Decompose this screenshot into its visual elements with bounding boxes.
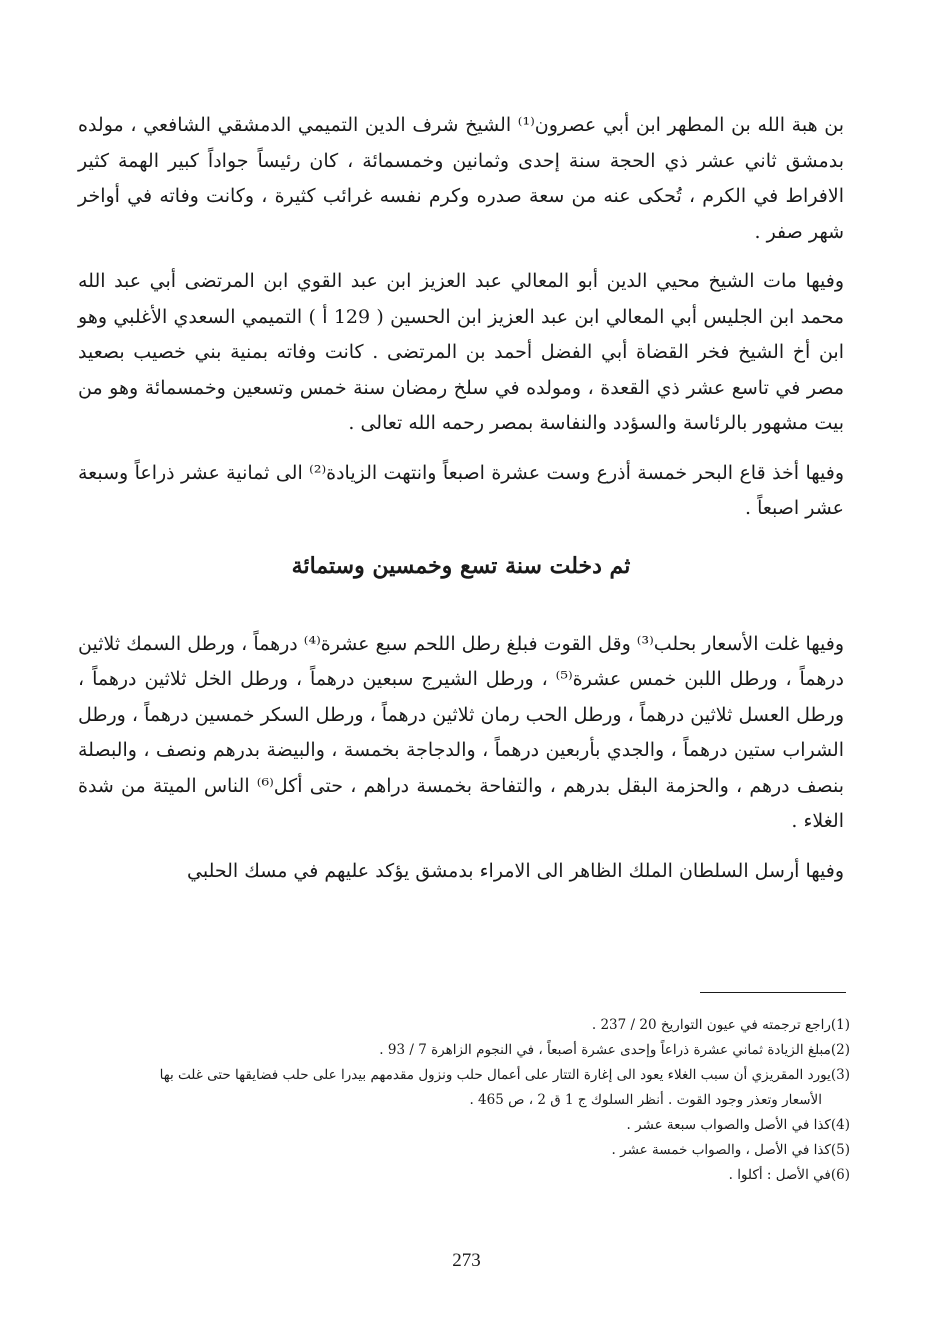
paragraph-2: وفيها مات الشيخ محيي الدين أبو المعالي عبد العزيز ابن عبد القوي ابن المرتضى أبي عبد الله محمد ابن الجليس أبي المعالي ابن عبد العزيز ابن الحسين ( 129 أ ) التميمي السعدي الأغلبي وهو ابن أخ الشيخ فخر القضاة أبي الفضل أحمد بن المرتضى . كانت وفاته بمنية بني خصيب بصعيد مصر في تاسع عشر ذي القعدة ، ومولده في سلخ رمضان سنة خمس وتسعين وخمسمائة وهو من بيت مشهور بالرئاسة والسؤدد والنفاسة بمصر رحمه الله تعالى . [78,270,845,434]
paragraph-1: بن هبة الله بن المطهر ابن أبي عصرون⁽¹⁾ الشيخ شرف الدين التميمي الدمشقي الشافعي ، مولده بدمشق ثاني عشر ذي الحجة سنة إحدى وثمانين وخمسمائة ، كان رئيساً جواداً كبير الهمة كثير الافراط في الكرم ، تُحكى عنه من سعة صدره وكرم نفسه غرائب كثيرة ، وكانت وفاته في أواخر شهر صفر . [78,114,844,243]
footnote-text: (1)راجع ترجمته في عيون التواريخ 20 / 237 . [591,1017,850,1033]
footnote-6 [78,1163,850,1188]
section-heading: ثم دخلت سنة تسع وخمسين وستمائة [291,552,631,579]
footnote-2 [78,1038,850,1063]
footnote-3 [78,1063,850,1113]
main-text-body [78,108,844,889]
paragraph-3: وفيها أخذ قاع البحر خمسة أذرع وست عشرة اصبعاً وانتهت الزيادة⁽²⁾ الى ثمانية عشر ذراعاً وسبعة عشر اصبعاً . [78,461,845,519]
footnote-text: (2)مبلغ الزيادة ثماني عشرة ذراعاً وإحدى عشرة أصبعاً ، في النجوم الزاهرة 7 / 93 . [379,1042,850,1058]
footnote-4 [78,1113,850,1138]
footnote-text: (4)كذا في الأصل والصواب سبعة عشر . [626,1117,850,1133]
page-number: 273 [452,1250,481,1271]
footnote-text: (5)كذا في الأصل ، والصواب خمسة عشر . [611,1142,850,1158]
footnote-5 [78,1138,850,1163]
footnotes [78,1013,850,1188]
footnote-text: (6)في الأصل : أكلوا . [728,1167,850,1183]
footnote-separator [700,992,846,993]
footnote-text: (3)يورد المقريزي أن سبب الغلاء يعود الى إغارة التتار على أعمال حلب ونزول مقدمهم بيدرا على حلب فضايقها حتى غلت بها [159,1067,850,1083]
paragraph-5: وفيها أرسل السلطان الملك الظاهر الى الامراء بدمشق يؤكد عليهم في مسك الحلبي [187,859,844,882]
paragraph-4: وفيها غلت الأسعار بحلب⁽³⁾ وقل القوت فبلغ رطل اللحم سبع عشرة⁽⁴⁾ درهماً ، ورطل السمك ثلاثين درهماً ، ورطل اللبن خمس عشرة⁽⁵⁾ ، ورطل الشيرج سبعين درهماً ، ورطل الخل ثلاثين درهماً ، ورطل العسل ثلاثين درهماً ، ورطل الحب رمان ثلاثين درهماً ، ورطل السكر خمسين درهماً ، ورطل الشراب ستين درهماً ، والجدي بأربعين درهماً ، والدجاجة بخمسة ، والبيضة بدرهم ونصف ، والبصلة بنصف درهم ، والحزمة البقل بدرهم ، والتفاحة بخمسة دراهم ، حتى أكل⁽⁶⁾ الناس الميتة من شدة الغلاء . [78,632,844,832]
footnote-1 [78,1013,850,1038]
footnote-continuation: الأسعار وتعذر وجود القوت . أنظر السلوك ج 1 ق 2 ، ص 465 . [469,1092,822,1108]
